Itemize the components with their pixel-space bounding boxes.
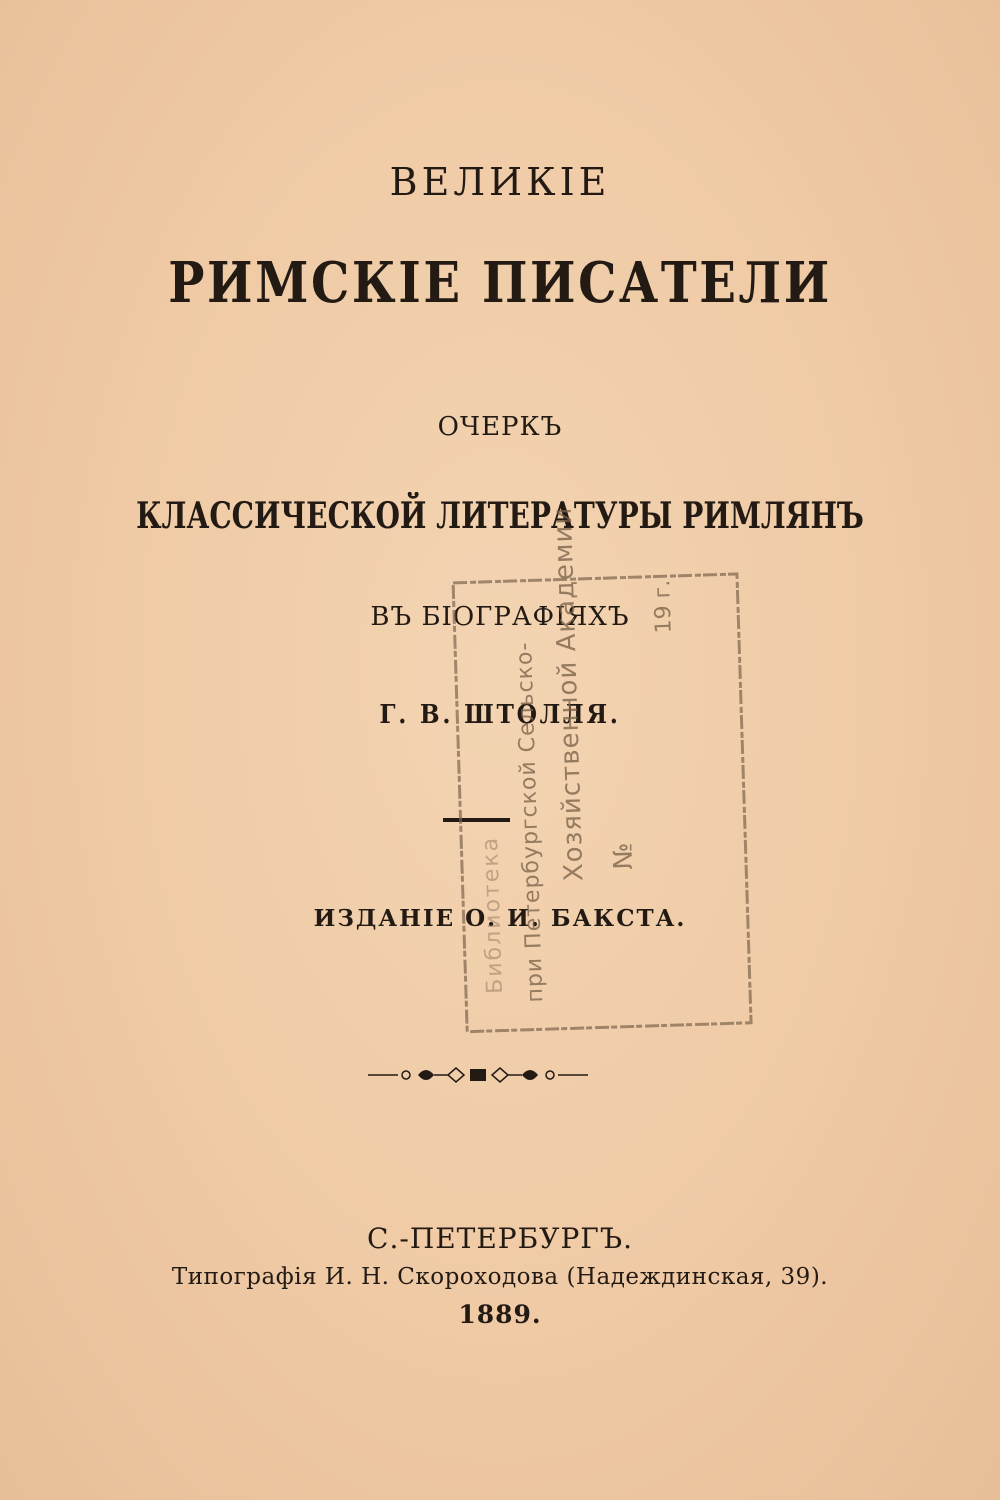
subtitle-line-3: ВЪ БІОГРАФІЯХЪ <box>370 602 630 632</box>
title-line-2: РИМСКІЕ ПИСАТЕЛИ <box>168 250 832 316</box>
subtitle-line-2: КЛАССИЧЕСКОЙ ЛИТЕРАТУРЫ РИМЛЯНЪ <box>136 495 864 537</box>
author-name: Г. В. ШТОЛЛЯ. <box>379 700 621 730</box>
edition-line: ИЗДАНІЕ О. И. БАКСТА. <box>313 905 687 932</box>
stamp-line-1: Библиотека <box>478 835 509 995</box>
imprint-year: 1889. <box>458 1300 542 1329</box>
stamp-line-3: Хозяйственной Академии <box>547 506 590 882</box>
imprint-printer: Типографія И. Н. Скороходова (Надеждинская, 39). <box>171 1264 829 1290</box>
stamp-number-label: № <box>608 842 640 871</box>
stamp-year-fragment: 19 г. <box>650 579 677 634</box>
title-line-1: ВЕЛИКІЕ <box>389 160 611 204</box>
library-stamp <box>450 506 754 1035</box>
stamp-line-2: при Петербургской Сельско- <box>511 641 549 1003</box>
ornament-divider-icon <box>368 1062 588 1088</box>
subtitle-line-1: ОЧЕРКЪ <box>437 412 563 442</box>
imprint-city: С.-ПЕТЕРБУРГЪ. <box>367 1222 633 1255</box>
